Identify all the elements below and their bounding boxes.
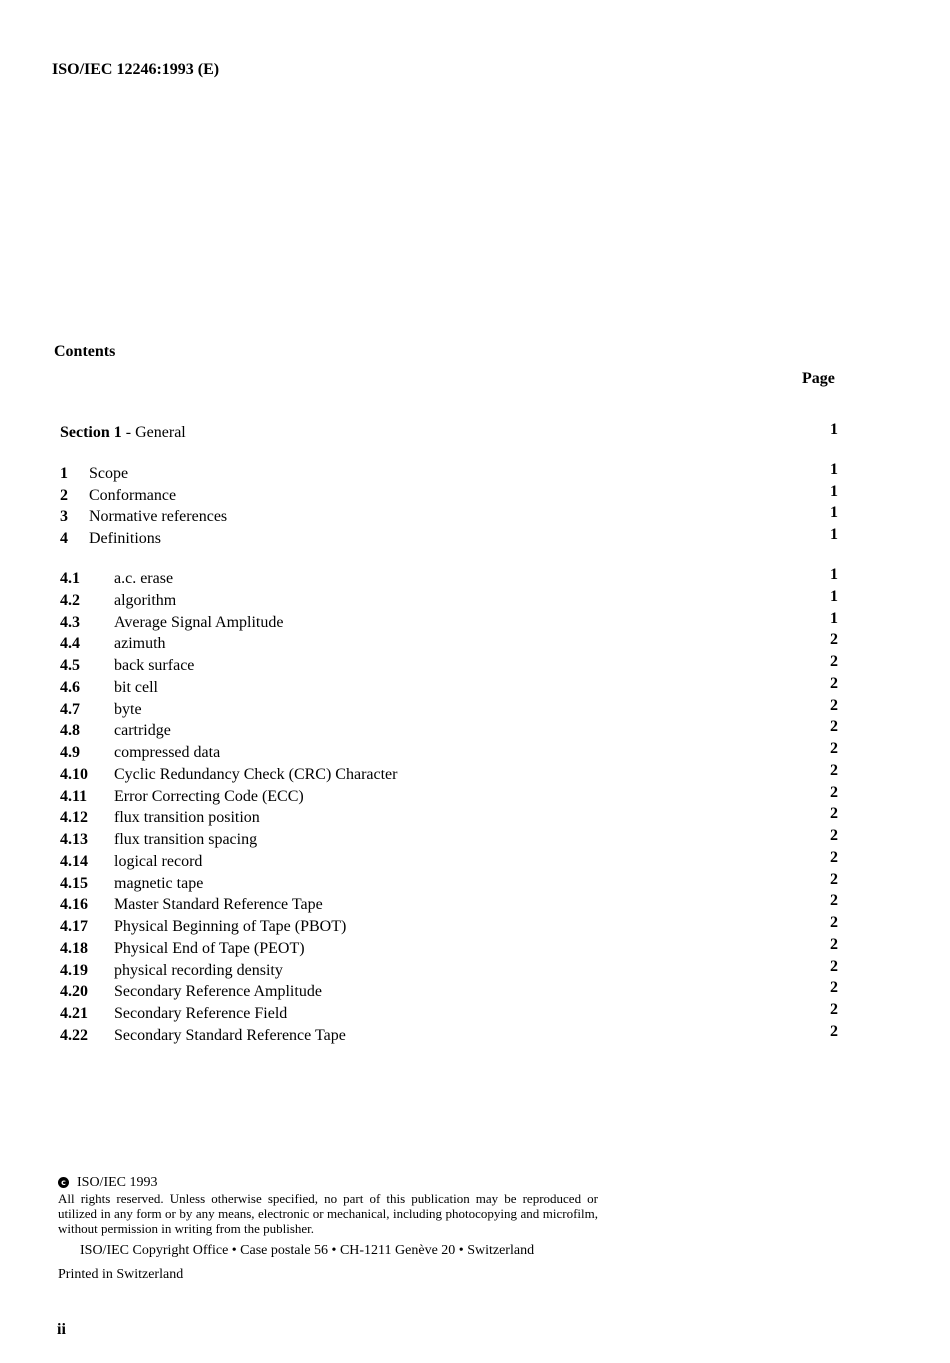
entry-title: Normative references (89, 508, 228, 526)
entry-title: azimuth (114, 635, 166, 653)
toc-entry (60, 740, 838, 766)
entry-number: 4.18 (60, 939, 88, 957)
toc-entry (60, 957, 838, 984)
entry-title: logical record (114, 852, 203, 870)
toc-entry (60, 461, 838, 487)
contents-heading: Contents (54, 343, 116, 360)
entry-page: 2 (830, 957, 838, 975)
entry-number: 4.7 (60, 700, 80, 718)
entry-number: 4.21 (60, 1005, 88, 1022)
entry-title: flux transition position (114, 809, 260, 827)
entry-number: 4.11 (60, 787, 88, 805)
entry-page: 1 (830, 504, 838, 522)
entry-page: 2 (830, 1001, 838, 1018)
entry-number: 4.13 (60, 831, 88, 848)
entry-title: Master Standard Reference Tape (114, 896, 323, 914)
entry-title: bit cell (114, 678, 158, 696)
entry-number: 4.14 (60, 852, 88, 870)
copyright-text: ISO/IEC 1993 (77, 1175, 158, 1190)
entry-title: a.c. erase (114, 570, 174, 587)
entry-page: 2 (830, 805, 838, 823)
toc-entry (60, 674, 838, 701)
toc-entry (60, 566, 838, 592)
entry-page: 2 (830, 718, 838, 736)
toc-entry (60, 870, 838, 897)
entry-number: 4.22 (60, 1026, 88, 1044)
entry-page: 2 (830, 674, 838, 692)
toc-entry (60, 805, 838, 831)
entry-number: 2 (60, 486, 68, 504)
entry-page: 2 (830, 935, 838, 953)
entry-page: 1 (830, 609, 838, 627)
toc-entry (60, 609, 838, 636)
entry-title: algorithm (114, 591, 177, 609)
entry-page: 2 (830, 914, 838, 931)
entry-title: flux transition spacing (114, 831, 258, 848)
entry-page: 2 (830, 631, 838, 649)
entry-page: 1 (830, 566, 838, 583)
entry-title: magnetic tape (114, 874, 204, 892)
toc-entry (60, 827, 838, 853)
entry-number: 4.3 (60, 613, 80, 631)
entry-title: back surface (114, 657, 195, 674)
entry-number: 4.19 (60, 961, 88, 979)
toc-entry (60, 848, 838, 875)
toc-entry (60, 1001, 838, 1027)
entry-page: 2 (830, 783, 838, 801)
entry-number: 4.8 (60, 722, 80, 740)
entry-title: cartridge (114, 722, 171, 740)
entry-number: 4.5 (60, 657, 80, 674)
entry-title: compressed data (114, 744, 221, 761)
page-number: ii (57, 1321, 66, 1338)
entry-number: 4.20 (60, 983, 88, 1001)
entry-page: 2 (830, 1022, 838, 1040)
entry-page: 2 (830, 696, 838, 714)
toc-entry (60, 587, 838, 614)
entry-number: 4.12 (60, 809, 88, 827)
entry-number: 4.6 (60, 678, 80, 696)
entry-number: 4 (60, 529, 68, 547)
entry-page: 2 (830, 761, 838, 779)
entry-page: 2 (830, 848, 838, 866)
toc-entry (60, 631, 838, 657)
entry-number: 1 (60, 465, 68, 482)
entry-title: Physical Beginning of Tape (PBOT) (114, 918, 347, 935)
entry-number: 4.10 (60, 765, 88, 783)
entry-number: 4.4 (60, 635, 80, 653)
entry-title: Physical End of Tape (PEOT) (114, 939, 305, 957)
entry-page: 2 (830, 740, 838, 757)
entry-page: 2 (830, 892, 838, 910)
entry-page: 1 (830, 482, 838, 500)
entry-page: 1 (830, 461, 838, 478)
copyright-block (58, 1175, 598, 1236)
entry-title: Secondary Reference Field (114, 1005, 288, 1022)
entry-title: Conformance (89, 486, 177, 504)
entry-title: Cyclic Redundancy Check (CRC) Character (114, 765, 398, 783)
toc-entry (60, 718, 838, 744)
toc-section-row (60, 421, 838, 442)
toc-entry (60, 1022, 838, 1049)
entry-number: 4.2 (60, 591, 80, 609)
toc-entry (60, 935, 838, 962)
toc-entry (60, 696, 838, 723)
entry-title: Scope (89, 465, 129, 482)
entry-page: 1 (830, 525, 838, 543)
entry-number: 4.9 (60, 744, 80, 761)
toc-entry (60, 653, 838, 679)
rights-statement: All rights reserved. Unless otherwise specified, no part of this publication may be reproduced or utilized in any form or by any means, electronic or mechanical, including photocopying and microfilm, without permission in writing from the publisher. (58, 1191, 598, 1236)
entry-page: 2 (830, 653, 838, 670)
section-page: 1 (830, 421, 838, 438)
entry-title: Error Correcting Code (ECC) (114, 787, 304, 805)
entry-page: 1 (830, 587, 838, 605)
entry-page: 2 (830, 827, 838, 844)
toc-entry (60, 482, 838, 509)
copyright-line (58, 1175, 598, 1190)
entry-title: Secondary Reference Amplitude (114, 983, 322, 1001)
printed-in-line: Printed in Switzerland (58, 1267, 184, 1282)
toc-entry (60, 892, 838, 918)
entry-title: byte (114, 700, 142, 718)
entry-title: Secondary Standard Reference Tape (114, 1026, 346, 1044)
entry-number: 4.15 (60, 874, 88, 892)
entry-page: 2 (830, 979, 838, 997)
entry-number: 3 (60, 508, 68, 526)
entry-title: Definitions (89, 529, 161, 547)
copyright-icon: c (58, 1177, 69, 1188)
section-label: Section 1 (60, 424, 122, 441)
entry-title: Average Signal Amplitude (114, 613, 284, 631)
entry-title: physical recording density (114, 961, 283, 979)
toc-entry (60, 783, 838, 810)
page-column-heading: Page (802, 370, 835, 387)
section-title: - General (121, 424, 186, 441)
entry-number: 4.1 (60, 570, 80, 587)
toc-entry (60, 979, 838, 1005)
toc-entry (60, 761, 838, 788)
toc-entry (60, 914, 838, 940)
toc-entry (60, 504, 838, 530)
entry-page: 2 (830, 870, 838, 888)
copyright-office-address: ISO/IEC Copyright Office • Case postale 56 • CH-1211 Genève 20 • Switzerland (80, 1243, 535, 1258)
document-id-header: ISO/IEC 12246:1993 (E) (52, 61, 220, 78)
entry-number: 4.16 (60, 896, 88, 914)
toc-entry (60, 525, 838, 552)
entry-number: 4.17 (60, 918, 88, 935)
